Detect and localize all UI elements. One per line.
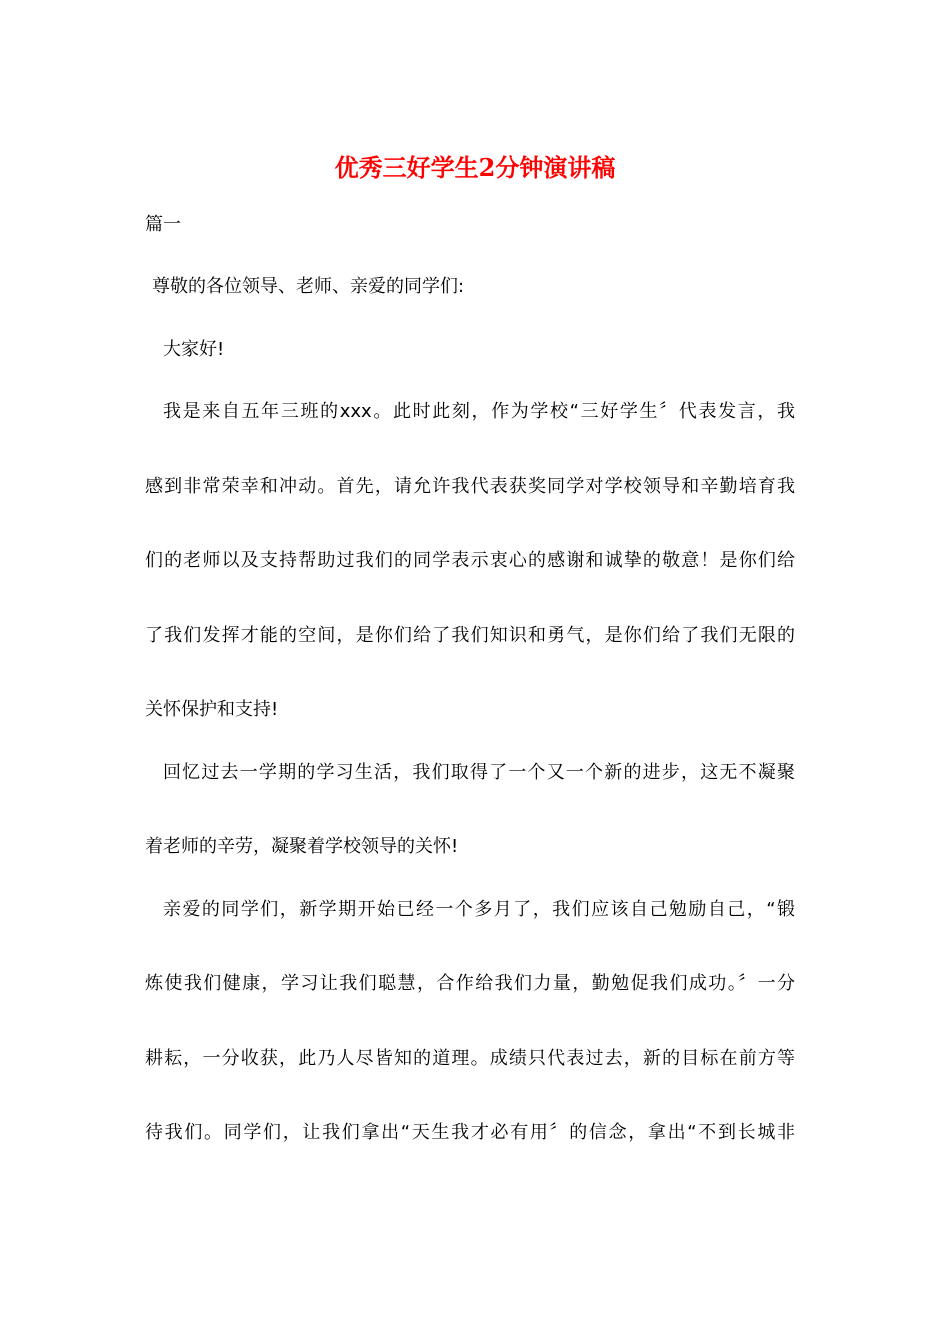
paragraph-line: 炼使我们健康，学习让我们聪慧，合作给我们力量，勤勉促我们成功。〞一分 (145, 973, 795, 994)
paragraph-line: 了我们发挥才能的空间，是你们给了我们知识和勇气，是你们给了我们无限的 (145, 625, 795, 646)
paragraph-line: 我是来自五年三班的xxx。此时此刻，作为学校“三好学生〞代表发言，我 (163, 401, 795, 422)
salutation: 尊敬的各位领导、老师、亲爱的同学们: (152, 276, 465, 297)
paragraph-line: 耕耘，一分收获，此乃人尽皆知的道理。成绩只代表过去，新的目标在前方等 (145, 1048, 795, 1069)
paragraph-line: 回忆过去一学期的学习生活，我们取得了一个又一个新的进步，这无不凝聚 (163, 762, 795, 783)
paragraph-line: 着老师的辛劳，凝聚着学校领导的关怀! (145, 836, 459, 857)
document-title: 优秀三好学生2分钟演讲稿 (334, 153, 616, 182)
section-heading: 篇一 (145, 214, 181, 235)
greeting: 大家好! (163, 339, 225, 360)
paragraph-line: 关怀保护和支持! (145, 699, 279, 720)
paragraph-line: 们的老师以及支持帮助过我们的同学表示衷心的感谢和诚挚的敬意！是你们给 (145, 550, 795, 571)
paragraph-line: 亲爱的同学们，新学期开始已经一个多月了，我们应该自己勉励自己，“锻 (163, 899, 795, 920)
paragraph-line: 待我们。同学们，让我们拿出“天生我才必有用〞的信念，拿出“不到长城非 (145, 1122, 795, 1143)
paragraph-line: 感到非常荣幸和冲动。首先，请允许我代表获奖同学对学校领导和辛勤培育我 (145, 476, 795, 497)
